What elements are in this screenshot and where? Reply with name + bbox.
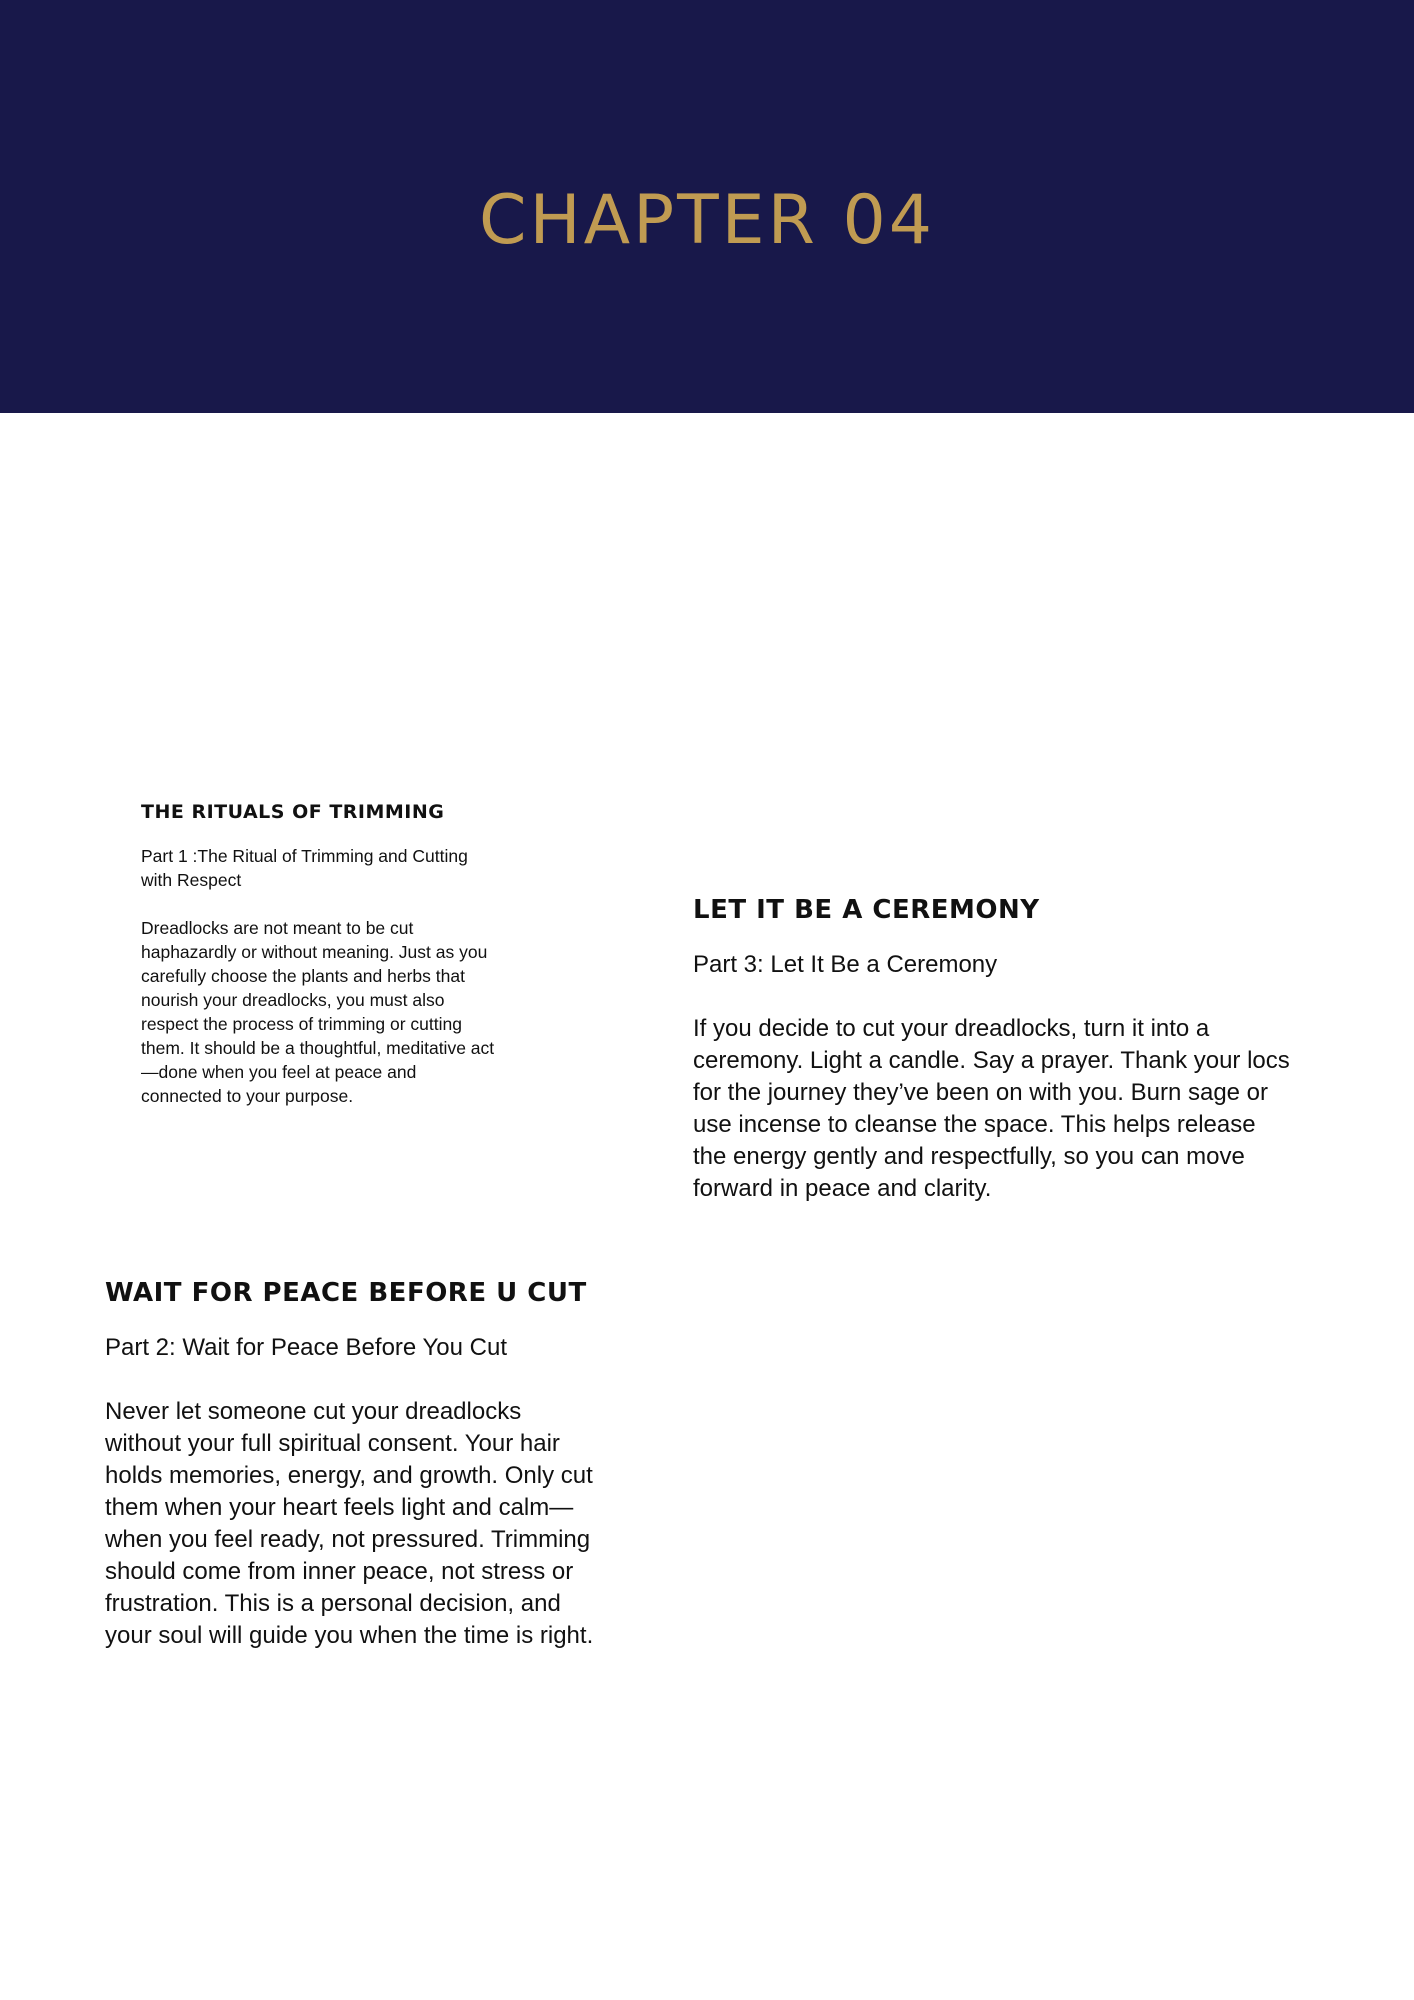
section-heading: LET IT BE A CEREMONY	[693, 895, 1040, 925]
section-body: Dreadlocks are not meant to be cut haphazardly or without meaning. Just as you carefully choose the plants and herbs that nourish your dreadlocks, you must also respect the process of trimming or cutting them. It should be a thoughtful, meditative act—done when you feel at peace and connected to your purpose.	[141, 918, 495, 1106]
section-rituals-of-trimming	[141, 800, 501, 1108]
section-body: If you decide to cut your dreadlocks, turn it into a ceremony. Light a candle. Say a prayer. Thank your locs for the journey they’ve been on with you. Burn sage or use incense to cleanse the space. This helps release the energy gently and respectfully, so you can move forward in peace and clarity.	[693, 1015, 1290, 1202]
section-wait-for-peace	[105, 1276, 595, 1652]
section-let-it-be-a-ceremony	[693, 893, 1293, 1205]
section-subtitle: Part 1 :The Ritual of Trimming and Cutting with Respect	[141, 846, 468, 890]
section-subtitle: Part 3: Let It Be a Ceremony	[693, 951, 998, 978]
section-body: Never let someone cut your dreadlocks without your full spiritual consent. Your hair holds memories, energy, and growth. Only cut them when your heart feels light and calm—when you feel ready, not pressured. Trimming should come from inner peace, not stress or frustration. This is a personal decision, and your soul will guide you when the time is right.	[105, 1398, 594, 1649]
section-heading: WAIT FOR PEACE BEFORE U CUT	[105, 1278, 587, 1308]
section-heading: THE RITUALS OF TRIMMING	[141, 801, 445, 823]
chapter-header-band	[0, 0, 1414, 413]
section-subtitle: Part 2: Wait for Peace Before You Cut	[105, 1334, 507, 1361]
chapter-title: CHAPTER 04	[478, 181, 936, 260]
